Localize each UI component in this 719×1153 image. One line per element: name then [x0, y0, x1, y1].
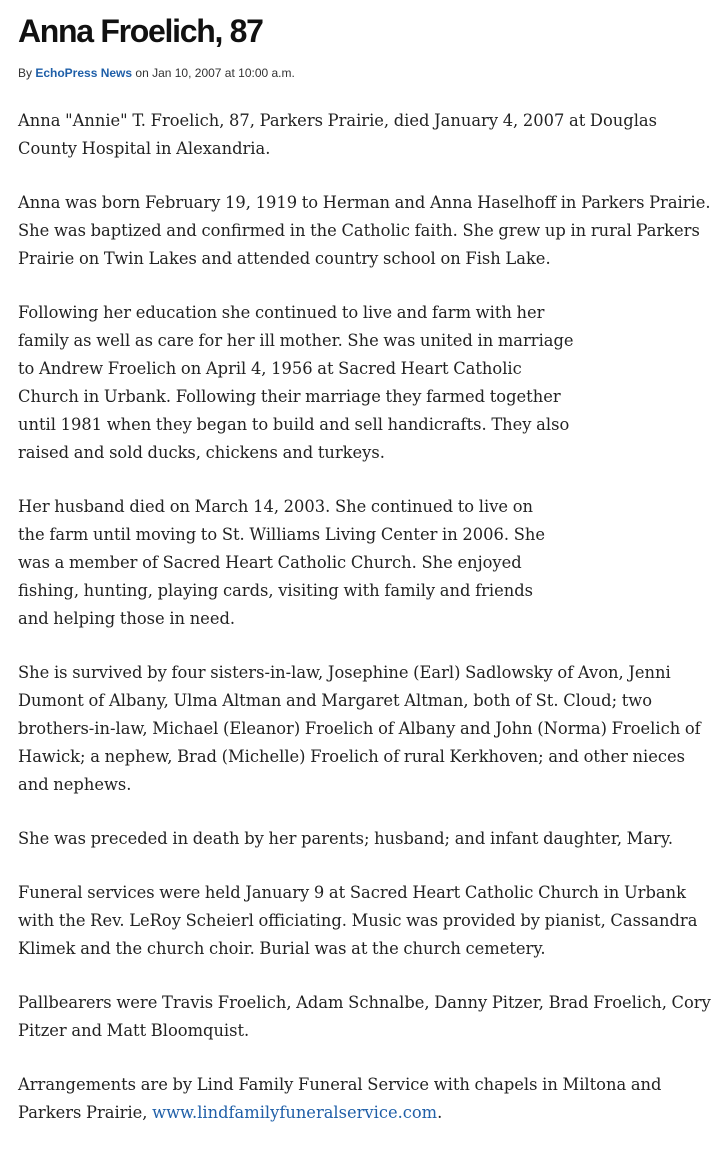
paragraph-final [18, 1071, 718, 1127]
byline-prefix: By [18, 66, 36, 80]
article-body [18, 107, 718, 1127]
paragraph: She is survived by four sisters-in-law, Josephine (Earl) Sadlowsky of Avon, Jenni Dumont of Albany, Ulma Altman and Margaret Altman, both of St. Cloud; two brothers-in-law, Michael (Eleanor) Froelich of Albany and John (Norma) Froelich of Hawick; a nephew, Brad (Michelle) Froelich of rural Kerkhoven; and other nieces and nephews. [18, 663, 701, 794]
paragraph: Anna "Annie" T. Froelich, 87, Parkers Prairie, died January 4, 2007 at Douglas County Hospital in Alexandria. [18, 111, 657, 158]
funeral-service-link[interactable]: www.lindfamilyfuneralservice.com [152, 1103, 438, 1122]
paragraph: Funeral services were held January 9 at Sacred Heart Catholic Church in Urbank with the Rev. LeRoy Scheierl officiating. Music was provided by pianist, Cassandra Klimek and the church choir. Burial was at the church cemetery. [18, 883, 698, 958]
paragraph: She was preceded in death by her parents; husband; and infant daughter, Mary. [18, 829, 674, 848]
paragraph-text-end: . [437, 1103, 443, 1122]
byline-date: on Jan 10, 2007 at 10:00 a.m. [132, 66, 295, 80]
paragraph-text: Arrangements are by Lind Family Funeral Service with chapels in Miltona and Parkers Prairie, [18, 1075, 662, 1122]
paragraph: Anna was born February 19, 1919 to Herman and Anna Haselhoff in Parkers Prairie. She was baptized and confirmed in the Catholic faith. She grew up in rural Parkers Prairie on Twin Lakes and attended country school on Fish Lake. [18, 193, 711, 268]
byline [18, 66, 718, 81]
paragraph: Her husband died on March 14, 2003. She continued to live on the farm until moving to St. Williams Living Center in 2006. She was a member of Sacred Heart Catholic Church. She enjoyed fishing, hunting, playing cards, visiting with family and friends and helping those in need. [18, 497, 545, 628]
article [18, 0, 718, 1153]
article-title: Anna Froelich, 87 [18, 13, 263, 49]
paragraph: Following her education she continued to live and farm with her family as well as care for her ill mother. She was united in marriage to Andrew Froelich on April 4, 1956 at Sacred Heart Catholic Church in Urbank. Following their marriage they farmed together until 1981 when they began to build and sell handicrafts. They also raised and sold ducks, chickens and turkeys. [18, 303, 574, 462]
paragraph: Pallbearers were Travis Froelich, Adam Schnalbe, Danny Pitzer, Brad Froelich, Cory Pitzer and Matt Bloomquist. [18, 993, 711, 1040]
author-link[interactable]: EchoPress News [35, 66, 133, 80]
